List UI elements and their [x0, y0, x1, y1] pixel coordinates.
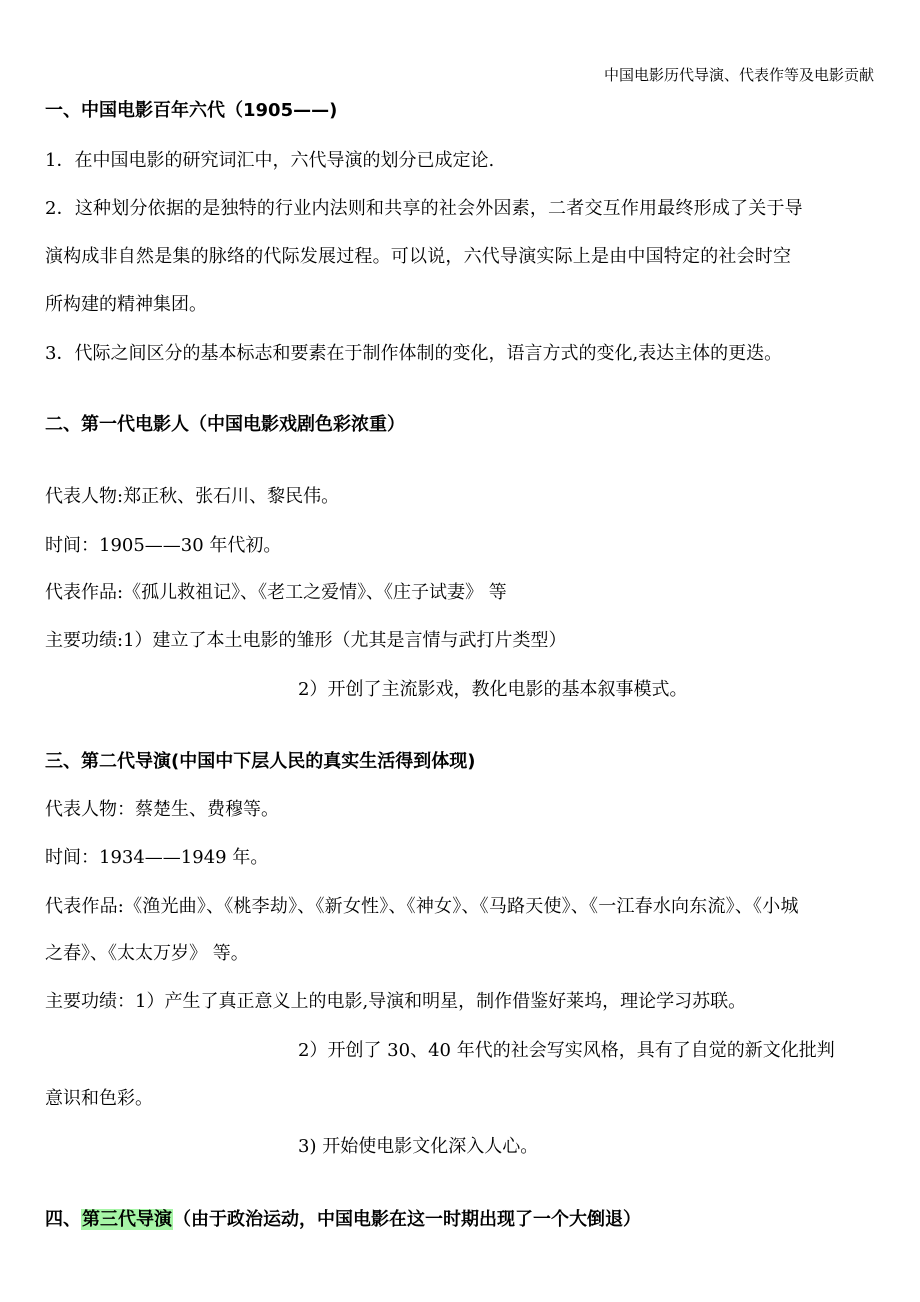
section-2-time: 时间：1905——30 年代初。: [45, 535, 282, 556]
section-1-title: 一、中国电影百年六代（1905——): [45, 100, 338, 121]
section-2-merit-2: 2）开创了主流影戏，教化电影的基本叙事模式。: [298, 679, 688, 700]
section-4-title-highlight: 第三代导演: [82, 1209, 172, 1230]
section-4-title: [45, 1207, 641, 1233]
section-4-title-prefix: 四、: [45, 1209, 81, 1230]
section-3-merit-3: 3) 开始使电影文化深入人心。: [298, 1136, 539, 1157]
section-1-point-3: 3．代际之间区分的基本标志和要素在于制作体制的变化，语言方式的变化,表达主体的更迭。: [45, 343, 783, 364]
section-3-merit-2-line-2: 意识和色彩。: [45, 1088, 153, 1109]
section-1-point-2-line-2: 演构成非自然是集的脉络的代际发展过程。可以说，六代导演实际上是由中国特定的社会时空: [45, 246, 792, 267]
page-header: 中国电影历代导演、代表作等及电影贡献: [603, 66, 874, 84]
section-2-people: 代表人物:郑正秋、张石川、黎民伟。: [45, 486, 340, 507]
section-3-works-line-2: 之春》、《太太万岁》 等。: [45, 943, 249, 964]
section-2-merit-1: 主要功绩:1）建立了本土电影的雏形（尤其是言情与武打片类型）: [45, 630, 567, 651]
section-2-title: 二、第一代电影人（中国电影戏剧色彩浓重）: [45, 414, 405, 435]
section-3-people: 代表人物：蔡楚生、费穆等。: [45, 799, 279, 820]
section-3-title: 三、第二代导演(中国中下层人民的真实生活得到体现): [45, 751, 476, 772]
section-3-time: 时间：1934——1949 年。: [45, 847, 269, 868]
section-1-point-1: 1．在中国电影的研究词汇中，六代导演的划分已成定论.: [45, 150, 495, 171]
section-4-title-suffix: （由于政治运动，中国电影在这一时期出现了一个大倒退）: [173, 1209, 641, 1230]
section-3-merit-1: 主要功绩：1）产生了真正意义上的电影,导演和明星，制作借鉴好莱坞，理论学习苏联。: [45, 991, 747, 1012]
section-1-point-2-line-3: 所构建的精神集团。: [45, 294, 207, 315]
section-3-merit-2-line-1: 2）开创了 30、40 年代的社会写实风格，具有了自觉的新文化批判: [298, 1040, 835, 1061]
section-1-point-2-line-1: 2．这种划分依据的是独特的行业内法则和共享的社会外因素，二者交互作用最终形成了关于导: [45, 198, 803, 219]
section-3-works-line-1: 代表作品:《渔光曲》、《桃李劫》、《新女性》、《神女》、《马路天使》、《一江春水向东流》、《小城: [45, 896, 799, 917]
section-2-works: 代表作品:《孤儿救祖记》、《老工之爱情》、《庄子试妻》 等: [45, 582, 507, 603]
